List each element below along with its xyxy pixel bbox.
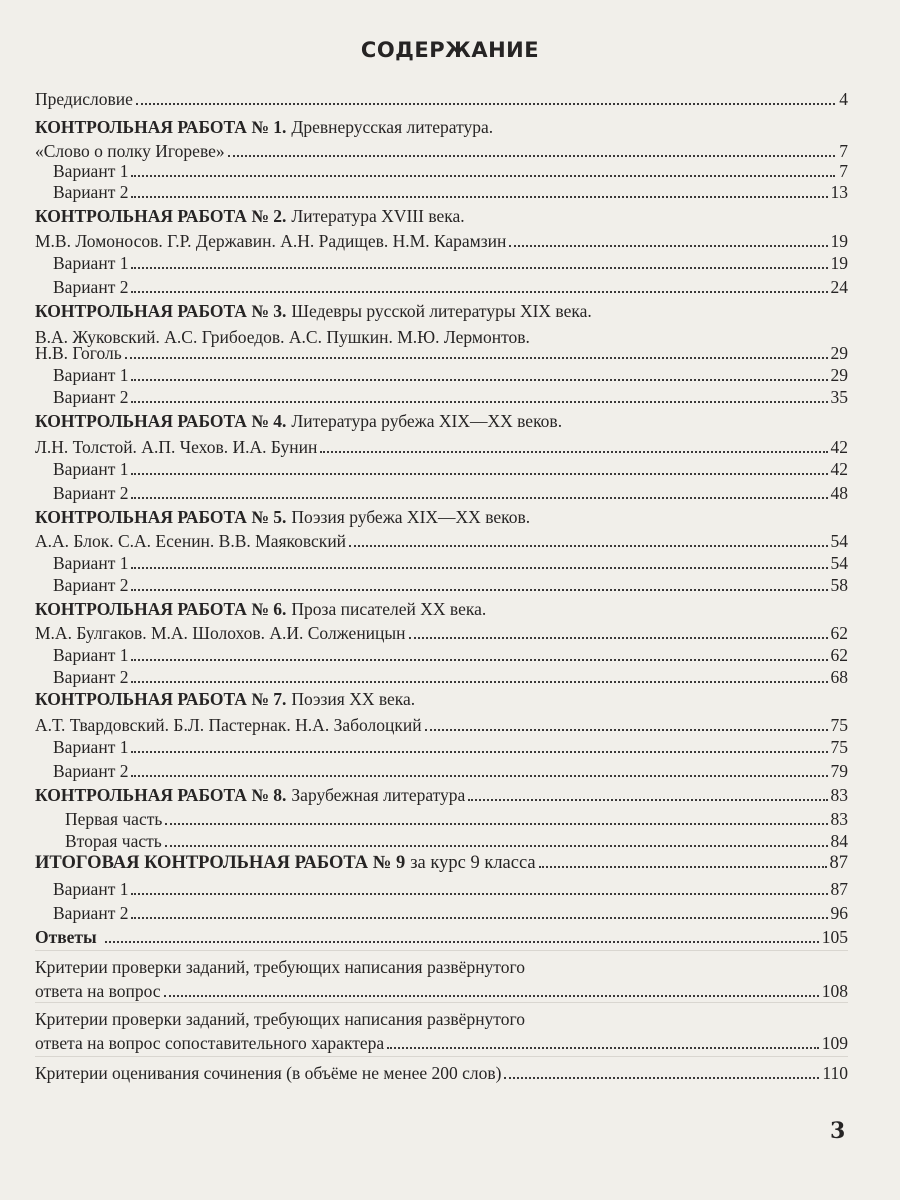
toc-entry-heading: КОНТРОЛЬНАЯ РАБОТА № 3. [35, 301, 287, 321]
toc-entry-title: Вариант 2 [53, 575, 129, 595]
dot-leader [131, 681, 827, 683]
toc-entry-page: 83 [830, 809, 848, 829]
toc-entry [53, 458, 848, 480]
toc-entry-page: 62 [830, 645, 848, 665]
dot-leader [131, 175, 835, 177]
dot-leader [349, 545, 827, 547]
dot-leader [320, 451, 827, 453]
toc-entry-title: Вариант 1 [53, 161, 129, 181]
toc-entry [53, 736, 848, 758]
toc-entry [35, 926, 848, 948]
toc-entry-page: 24 [830, 277, 848, 297]
toc-entry-title: Вариант 1 [53, 645, 129, 665]
dot-leader [131, 751, 827, 753]
dot-leader [131, 589, 827, 591]
dot-leader [131, 659, 827, 661]
toc-entry-title: Критерии проверки заданий, требующих написания развёрнутого [35, 1009, 525, 1029]
toc-entry-page: 13 [830, 182, 848, 202]
toc-entry-page: 75 [830, 737, 848, 757]
toc-entry-page: 109 [821, 1033, 848, 1053]
toc-entry [35, 852, 848, 874]
toc-entry-title: А.А. Блок. С.А. Есенин. В.В. Маяковский [35, 531, 347, 551]
toc-entry-page: 35 [830, 387, 848, 407]
toc-entry [53, 878, 848, 900]
toc-entry-title: ответа на вопрос сопоставительного характера [35, 1033, 385, 1053]
toc-entry [53, 552, 848, 574]
toc-entry-page: 105 [821, 927, 848, 947]
toc-entry [35, 980, 848, 1002]
divider [35, 1056, 848, 1057]
toc-entry-title: Поэзия рубежа XIX—XX веков. [291, 507, 531, 527]
toc-entry [35, 506, 848, 528]
toc-entry-page: 48 [830, 483, 848, 503]
toc-entry [35, 622, 848, 644]
dot-leader [164, 995, 819, 997]
toc-entry-page: 7 [839, 141, 848, 161]
toc-entry-title: Вариант 1 [53, 553, 129, 573]
toc-entry-page: 87 [830, 879, 848, 899]
toc-entry-page: 83 [830, 785, 848, 805]
toc-entry-title: Вариант 1 [53, 737, 129, 757]
toc-entry-title: Вариант 1 [53, 879, 129, 899]
toc-entry-page: 42 [830, 459, 848, 479]
toc-entry [53, 276, 848, 298]
toc-entry-title: Вариант 2 [53, 667, 129, 687]
toc-entry-title: Вторая часть [65, 831, 162, 851]
toc-entry-page: 87 [829, 853, 848, 873]
toc-entry [53, 252, 848, 274]
dot-leader [131, 196, 827, 198]
toc-entry [65, 808, 848, 830]
toc-entry-title: Литература XVIII века. [291, 206, 465, 226]
dot-leader [131, 379, 827, 381]
toc-entry [53, 364, 848, 386]
toc-entry-page: 54 [830, 553, 848, 573]
toc-entry-title: «Слово о полку Игореве» [35, 141, 225, 161]
toc-entry-page: 75 [830, 715, 848, 735]
toc-entry [35, 784, 848, 806]
toc-entry-heading: КОНТРОЛЬНАЯ РАБОТА № 8. [35, 785, 287, 805]
toc-entry-title: Предисловие [35, 89, 133, 109]
toc-entry [53, 644, 848, 666]
dot-leader [136, 103, 835, 105]
toc-entry [53, 160, 848, 182]
toc-entry-title: Вариант 2 [53, 387, 129, 407]
toc-entry-page: 96 [830, 903, 848, 923]
toc-entry [35, 230, 848, 252]
toc-entry-title: Л.Н. Толстой. А.П. Чехов. И.А. Бунин [35, 437, 318, 457]
toc-entry-page: 7 [839, 161, 848, 181]
dot-leader [468, 799, 827, 801]
toc-entry-page: 68 [830, 667, 848, 687]
toc-entry-title: Критерии проверки заданий, требующих написания развёрнутого [35, 957, 525, 977]
toc-entry-page: 42 [830, 437, 848, 457]
toc-entry [35, 140, 848, 162]
toc-entry-title: Вариант 1 [53, 365, 129, 385]
toc-entry-title: М.А. Булгаков. М.А. Шолохов. А.И. Солженицын [35, 623, 406, 643]
toc-entry-title: А.Т. Твардовский. Б.Л. Пастернак. Н.А. Заболоцкий [35, 715, 422, 735]
dot-leader [509, 245, 827, 247]
toc-entry-page: 29 [830, 343, 848, 363]
toc-entry [35, 116, 848, 138]
toc-entry-page: 62 [830, 623, 848, 643]
dot-leader [131, 291, 827, 293]
toc-entry-title: В.А. Жуковский. А.С. Грибоедов. А.С. Пушкин. М.Ю. Лермонтов. [35, 327, 530, 347]
toc-entry-title: Вариант 2 [53, 182, 129, 202]
toc-entry [35, 410, 848, 432]
toc-entry-page: 19 [830, 231, 848, 251]
toc-entry-title: Зарубежная литература [291, 785, 466, 805]
toc-entry [35, 1008, 848, 1030]
toc-entry [35, 956, 848, 978]
toc-entry [65, 830, 848, 852]
toc-entry-title: Древнерусская литература. [291, 117, 494, 137]
toc-entry-heading: КОНТРОЛЬНАЯ РАБОТА № 5. [35, 507, 287, 527]
dot-leader [131, 473, 827, 475]
toc-entry [53, 574, 848, 596]
toc-entry-title: Вариант 2 [53, 761, 129, 781]
dot-leader [125, 357, 828, 359]
toc-entry [53, 181, 848, 203]
toc-entry [35, 714, 848, 736]
toc-entry-page: 110 [822, 1063, 848, 1083]
dot-leader [131, 497, 827, 499]
dot-leader [409, 637, 828, 639]
toc-entry [35, 530, 848, 552]
dot-leader [131, 401, 827, 403]
toc-entry [53, 386, 848, 408]
dot-leader [539, 866, 827, 868]
toc-entry [35, 598, 848, 620]
toc-entry-heading: КОНТРОЛЬНАЯ РАБОТА № 6. [35, 599, 287, 619]
dot-leader [105, 941, 819, 943]
toc-entry [53, 760, 848, 782]
toc-entry-page: 84 [830, 831, 848, 851]
toc-entry-title: Литература рубежа XIX—XX веков. [291, 411, 563, 431]
dot-leader [165, 823, 827, 825]
toc-entry-title: Вариант 2 [53, 483, 129, 503]
toc-entry [35, 1032, 848, 1054]
toc-entry-title: М.В. Ломоносов. Г.Р. Державин. А.Н. Радищев. Н.М. Карамзин [35, 231, 507, 251]
toc-entry-page: 19 [830, 253, 848, 273]
toc-entry-heading: ИТОГОВАЯ КОНТРОЛЬНАЯ РАБОТА № 9 [35, 853, 406, 873]
dot-leader [131, 567, 827, 569]
divider [35, 1002, 848, 1003]
toc-entry [35, 205, 848, 227]
toc-entry-title: Вариант 1 [53, 459, 129, 479]
toc-entry-title: ответа на вопрос [35, 981, 161, 1001]
dot-leader [131, 775, 827, 777]
toc-entry-title: Вариант 2 [53, 277, 129, 297]
toc-entry [35, 688, 848, 710]
toc-entry [35, 436, 848, 458]
page-number: 3 [830, 1118, 846, 1144]
toc-title: СОДЕРЖАНИЕ [360, 38, 540, 62]
toc-entry-title: Первая часть [65, 809, 163, 829]
toc-entry-page: 58 [830, 575, 848, 595]
toc-entry [53, 902, 848, 924]
toc-entry-heading: КОНТРОЛЬНАЯ РАБОТА № 7. [35, 689, 287, 709]
dot-leader [387, 1047, 819, 1049]
toc-entry [35, 342, 848, 364]
dot-leader [228, 155, 835, 157]
dot-leader [131, 917, 827, 919]
toc-entry-heading: КОНТРОЛЬНАЯ РАБОТА № 4. [35, 411, 287, 431]
toc-entry-page: 108 [821, 981, 848, 1001]
dot-leader [131, 893, 827, 895]
toc-entry-title: Н.В. Гоголь [35, 343, 122, 363]
toc-entry-title: за курс 9 класса [410, 853, 536, 873]
toc-entry [35, 88, 848, 110]
toc-entry-title: Проза писателей XX века. [291, 599, 487, 619]
toc-entry-page: 4 [839, 89, 848, 109]
toc-entry-heading: Ответы [35, 927, 97, 947]
divider [35, 950, 848, 951]
toc-entry-page: 79 [830, 761, 848, 781]
toc-entry [53, 666, 848, 688]
dot-leader [504, 1077, 819, 1079]
toc-entry [35, 300, 848, 322]
toc-entry-title: Критерии оценивания сочинения (в объёме не менее 200 слов) [35, 1063, 502, 1083]
toc-entry-heading: КОНТРОЛЬНАЯ РАБОТА № 1. [35, 117, 287, 137]
dot-leader [425, 729, 828, 731]
toc-entry-page: 54 [830, 531, 848, 551]
toc-entry-title: Вариант 1 [53, 253, 129, 273]
dot-leader [131, 267, 827, 269]
dot-leader [165, 845, 828, 847]
toc-entry-page: 29 [830, 365, 848, 385]
toc-entry-title: Шедевры русской литературы XIX века. [291, 301, 592, 321]
toc-entry-heading: КОНТРОЛЬНАЯ РАБОТА № 2. [35, 206, 287, 226]
toc-entry-title: Вариант 2 [53, 903, 129, 923]
toc-entry [53, 482, 848, 504]
toc-entry [35, 1062, 848, 1084]
toc-entry-title: Поэзия XX века. [291, 689, 416, 709]
